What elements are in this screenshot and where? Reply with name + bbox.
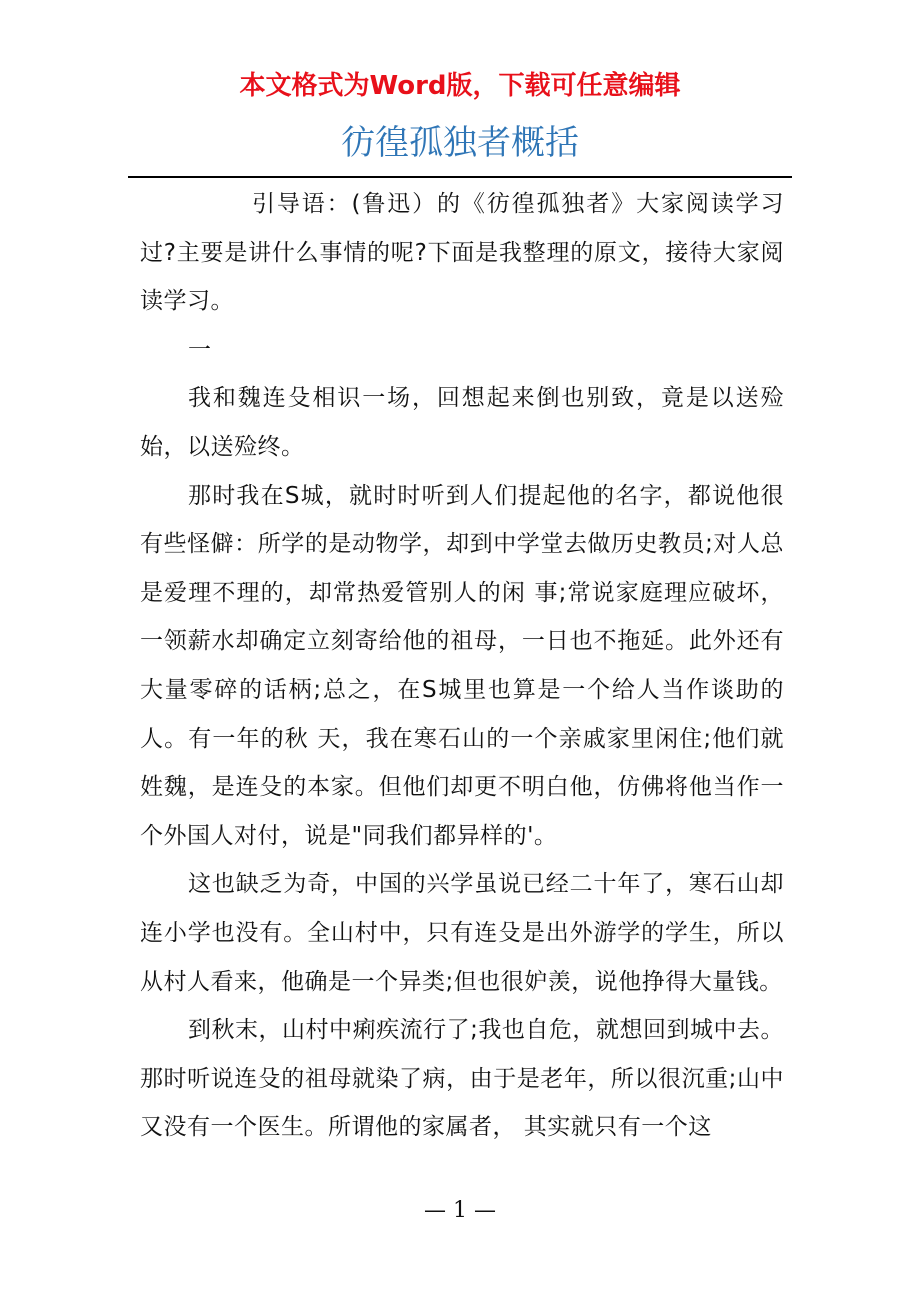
section-number: 一 (188, 336, 212, 363)
document-body (140, 180, 784, 1152)
body-paragraph: 这也缺乏为奇，中国的兴学虽说已经二十年了，寒石山却连小学也没有。全山村中，只有连殳是出外游学的学生，所以从村人看来，他确是一个异类;但也很妒羡，说他挣得大量钱。 (140, 871, 784, 995)
document-title: 彷徨孤独者概括 (341, 123, 579, 163)
title-divider (128, 176, 792, 178)
intro-paragraph: 引导语：(鲁迅）的《彷徨孤独者》大家阅读学习过?主要是讲什么事情的呢?下面是我整理的原文，接待大家阅读学习。 (140, 191, 784, 315)
body-paragraph: 到秋末，山村中痢疾流行了;我也自危，就想回到城中去。那时听说连殳的祖母就染了病，由于是老年，所以很沉重;山中又没有一个医生。所谓他的家属者， 其实就只有一个这 (140, 1017, 784, 1141)
body-paragraph: 那时我在S城，就时时听到人们提起他的名字，都说他很有些怪僻：所学的是动物学，却到中学堂去做历史教员;对人总是爱理不理的，却常热爱管别人的闲 事;常说家庭理应破坏，一领薪水却确定立刻寄给他的祖母，一日也不拖延。此外还有大量零碎的话柄;总之，在S城里也算是一个给人当作谈助的人。有一年的秋 天，我在寒石山的一个亲戚家里闲住;他们就姓魏，是连殳的本家。但他们却更不明白他，仿佛将他当作一个外国人对付，说是"同我们都异样的'。 (140, 482, 784, 849)
body-paragraph: 我和魏连殳相识一场，回想起来倒也别致，竟是以送殓始，以送殓终。 (140, 385, 784, 460)
format-banner: 本文格式为Word版，下载可任意编辑 (239, 71, 681, 101)
page-number: — 1 — (424, 1198, 496, 1223)
